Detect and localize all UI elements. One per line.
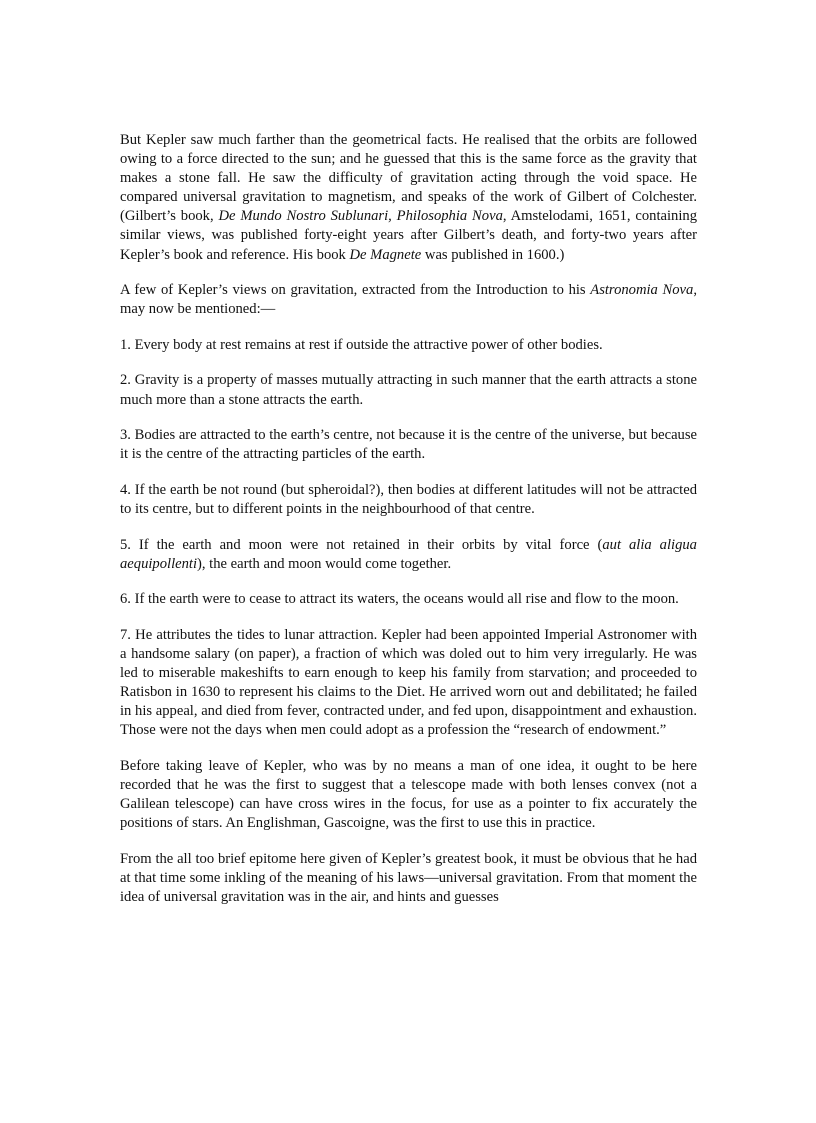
text-run: From the all too brief epitome here given of Kepler’s greatest book, it must be obvious that he had at that time some inkling of the meaning of his laws—universal gravitation. From that moment the idea of universal gravitation was in the air, and hints and guesses <box>120 850 697 905</box>
text-run: was published in 1600.) <box>421 246 565 263</box>
text-run: 5. If the earth and moon were not retained in their orbits by vital force ( <box>120 536 603 553</box>
list-item-view-1 <box>120 336 697 355</box>
text-run: 2. Gravity is a property of masses mutually attracting in such manner that the earth attracts a stone much more than a stone attracts the earth. <box>120 372 697 408</box>
text-run: , may now be mentioned:— <box>120 282 697 318</box>
text-run: But Kepler saw much farther than the geometrical facts. He realised that the orbits are followed owing to a force directed to the sun; and he guessed that this is the same force as the gravity that makes a stone fall. He saw the difficulty of gravitation acting through the void space. He compared universal gravitation to magnetism, and speaks of the work of Gilbert of Colchester. (Gilbert’s book, <box>120 132 697 225</box>
text-run: Before taking leave of Kepler, who was by no means a man of one idea, it ought to be here recorded that he was the first to suggest that a telescope made with both lenses convex (not a Galilean telescope) can have cross wires in the focus, for use as a pointer to fix accurately the positions of stars. An Englishman, Gascoigne, was the first to use this in practice. <box>120 757 697 832</box>
book-title-astronomia-nova: Astronomia Nova <box>590 282 694 299</box>
text-run: 7. He attributes the tides to lunar attraction. Kepler had been appointed Imperial Astronomer with a handsome salary (on paper), a fraction of which was doled out to him very irregularly. He was led to miserable makeshifts to earn enough to keep his family from starvation; and proceeded to Ratisbon in 1630 to represent his claims to the Diet. He arrived worn out and debilitated; he failed in his appeal, and died from fever, contracted under, and fed upon, disappointment and exhaustion. Those were not the days when men could adopt as a profession the “research of endowment.” <box>120 626 697 739</box>
document-page <box>120 131 697 907</box>
text-run: ), the earth and moon would come together. <box>197 555 452 572</box>
list-item-view-7 <box>120 626 697 741</box>
paragraph-epitome <box>120 850 697 907</box>
list-item-view-2 <box>120 371 697 409</box>
paragraph-views-intro <box>120 281 697 319</box>
book-title-de-magnete: De Magnete <box>349 246 422 263</box>
text-run: 3. Bodies are attracted to the earth’s centre, not because it is the centre of the universe, but because it is the centre of the attracting particles of the earth. <box>120 427 697 463</box>
list-item-view-3 <box>120 426 697 464</box>
text-run: A few of Kepler’s views on gravitation, extracted from the Introduction to his <box>120 282 591 299</box>
list-item-view-6 <box>120 590 697 609</box>
text-run: 4. If the earth be not round (but spheroidal?), then bodies at different latitudes will not be attracted to its centre, but to different points in the neighbourhood of that centre. <box>120 481 697 517</box>
text-run: 1. Every body at rest remains at rest if outside the attractive power of other bodies. <box>120 336 603 353</box>
latin-phrase: aut alia aligua aequipollenti <box>120 536 697 572</box>
text-run: , Amstelodami, 1651, containing similar views, was published forty-eight years after Gilbert’s death, and forty-two years after Kepler’s book and reference. His book <box>120 208 697 263</box>
text-run: 6. If the earth were to cease to attract its waters, the oceans would all rise and flow to the moon. <box>120 591 679 608</box>
paragraph-telescope <box>120 757 697 833</box>
list-item-view-5 <box>120 536 697 574</box>
paragraph-kepler-gravity-force <box>120 131 697 265</box>
book-title-de-mundo: De Mundo Nostro Sublunari, Philosophia Nova <box>218 208 503 225</box>
list-item-view-4 <box>120 481 697 519</box>
